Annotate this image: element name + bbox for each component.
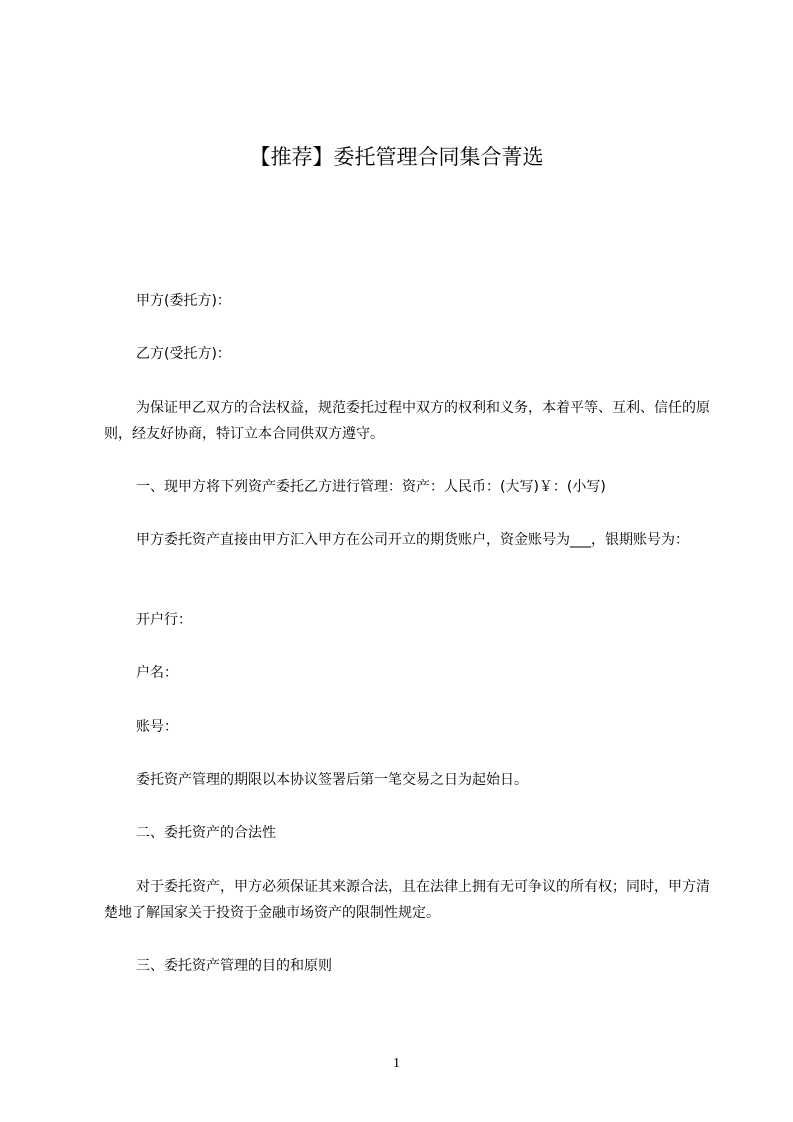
legality-paragraph: 对于委托资产，甲方必须保证其来源合法，且在法律上拥有无可争议的所有权；同时，甲方清楚地了解国家关于投资于金融市场资产的限制性规定。 — [104, 879, 710, 921]
party-a-line: 甲方(委托方)： — [136, 293, 231, 309]
clause-3-heading: 三、委托资产管理的目的和原则 — [136, 958, 332, 974]
page-number: 1 — [393, 1056, 400, 1071]
account-name-line: 户名： — [136, 665, 178, 681]
account-number-line: 账号： — [136, 719, 178, 735]
account-paragraph: 甲方委托资产直接由甲方汇入甲方在公司开立的期货账户，资金账号为___，银期账号为： — [136, 532, 689, 548]
document-title: 【推荐】委托管理合同集合菁选 — [249, 145, 544, 169]
preamble-paragraph: 为保证甲乙双方的合法权益，规范委托过程中双方的权利和义务，本着平等、互利、信任的原则，经友好协商，特订立本合同供双方遵守。 — [104, 400, 710, 442]
term-paragraph: 委托资产管理的期限以本协议签署后第一笔交易之日为起始日。 — [136, 772, 528, 788]
clause-2-heading: 二、委托资产的合法性 — [136, 825, 276, 841]
clause-1-heading: 一、现甲方将下列资产委托乙方进行管理：资产：人民币：(大写)￥：(小写) — [136, 479, 606, 495]
party-b-line: 乙方(受托方)： — [136, 346, 231, 362]
bank-line: 开户行： — [136, 612, 192, 628]
